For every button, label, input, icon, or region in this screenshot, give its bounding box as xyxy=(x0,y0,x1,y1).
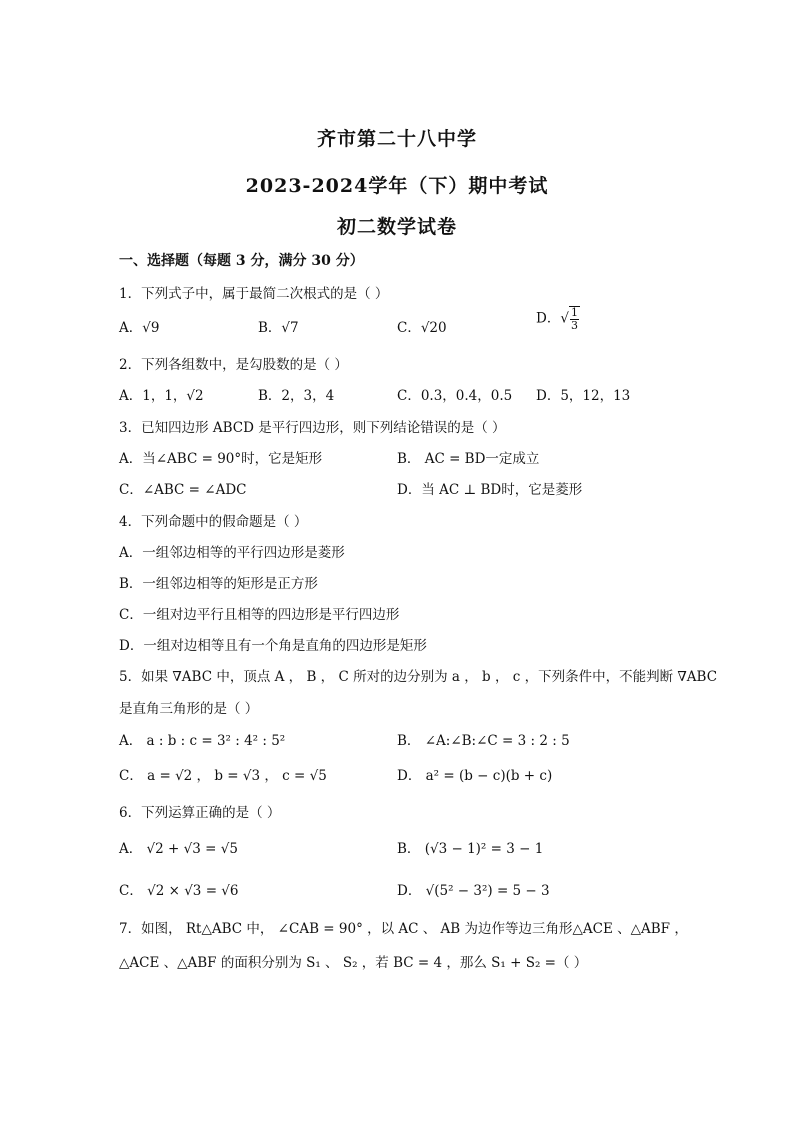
q1-option-d xyxy=(536,306,580,332)
q3-option-d: D．当 AC ⊥ BD时，它是菱形 xyxy=(397,482,583,498)
q4-option-d: D．一组对边相等且有一个角是直角的四边形是矩形 xyxy=(119,638,427,654)
q5-option-c: C． a = √2 ， b = √3 ， c = √5 xyxy=(119,768,327,784)
q2-stem: 2．下列各组数中，是勾股数的是（ ） xyxy=(119,357,348,373)
q3-option-c: C．∠ABC = ∠ADC xyxy=(119,482,247,498)
q4-option-b: B．一组邻边相等的矩形是正方形 xyxy=(119,576,318,592)
fraction-denominator: 3 xyxy=(570,319,578,332)
q3-option-a: A．当∠ABC = 90°时，它是矩形 xyxy=(119,451,323,467)
q3-stem: 3．已知四边形 ABCD 是平行四边形，则下列结论错误的是（ ） xyxy=(119,420,506,436)
q7-stem-line1: 7．如图， Rt△ABC 中， ∠CAB = 90° ，以 AC 、 AB 为边作等边三角形△ACE 、△ABF ， xyxy=(119,921,688,937)
q5-option-d: D． a² = (b − c)(b + c) xyxy=(397,768,553,784)
q1-option-b: B．√7 xyxy=(258,320,299,336)
q6-option-b: B． (√3 − 1)² = 3 − 1 xyxy=(397,841,544,857)
q6-option-c: C． √2 × √3 = √6 xyxy=(119,883,239,899)
q6-stem: 6．下列运算正确的是（ ） xyxy=(119,805,281,821)
school-title: 齐市第二十八中学 xyxy=(316,128,477,150)
q5-option-a: A． a : b : c = 3² : 4² : 5² xyxy=(119,733,286,749)
q1-option-d-fraction xyxy=(569,306,580,332)
q4-option-c: C．一组对边平行且相等的四边形是平行四边形 xyxy=(119,607,400,623)
exam-title: 2023-2024学年（下）期中考试 xyxy=(245,175,549,197)
q2-option-c: C．0.3，0.4，0.5 xyxy=(397,388,513,404)
subject-title: 初二数学试卷 xyxy=(336,216,457,238)
q5-option-b: B． ∠A:∠B:∠C = 3 : 2 : 5 xyxy=(397,733,570,749)
q2-option-b: B．2，3，4 xyxy=(258,388,335,404)
q1-option-d-label: D． xyxy=(536,310,561,327)
q1-stem: 1．下列式子中，属于最简二次根式的是（ ） xyxy=(119,286,389,302)
q4-option-a: A．一组邻边相等的平行四边形是菱形 xyxy=(119,545,345,561)
q1-option-c: C．√20 xyxy=(397,320,447,336)
q2-option-d: D．5，12，13 xyxy=(536,388,631,404)
fraction-numerator: 1 xyxy=(570,306,578,319)
q4-stem: 4．下列命题中的假命题是（ ） xyxy=(119,514,308,530)
q5-stem-line1: 5．如果 ∇ABC 中，顶点 A ， B ， C 所对的边分别为 a ， b ， c ，下列条件中，不能判断 ∇ABC xyxy=(119,669,718,685)
q6-option-d: D． √(5² − 3²) = 5 − 3 xyxy=(397,883,550,899)
section-heading: 一、选择题（每题 3 分，满分 30 分） xyxy=(119,253,364,269)
q3-option-b: B． AC = BD一定成立 xyxy=(397,451,540,467)
q5-stem-line2: 是直角三角形的是（ ） xyxy=(119,701,259,717)
q7-stem-line2: △ACE 、△ABF 的面积分别为 S₁ 、 S₂ ，若 BC = 4 ，那么 S₁ + S₂ =（ ） xyxy=(119,955,588,971)
q1-option-a: A．√9 xyxy=(119,320,160,336)
q6-option-a: A． √2 + √3 = √5 xyxy=(119,841,238,857)
q2-option-a: A．1，1，√2 xyxy=(119,388,204,404)
sqrt-sign: √ xyxy=(560,310,569,327)
